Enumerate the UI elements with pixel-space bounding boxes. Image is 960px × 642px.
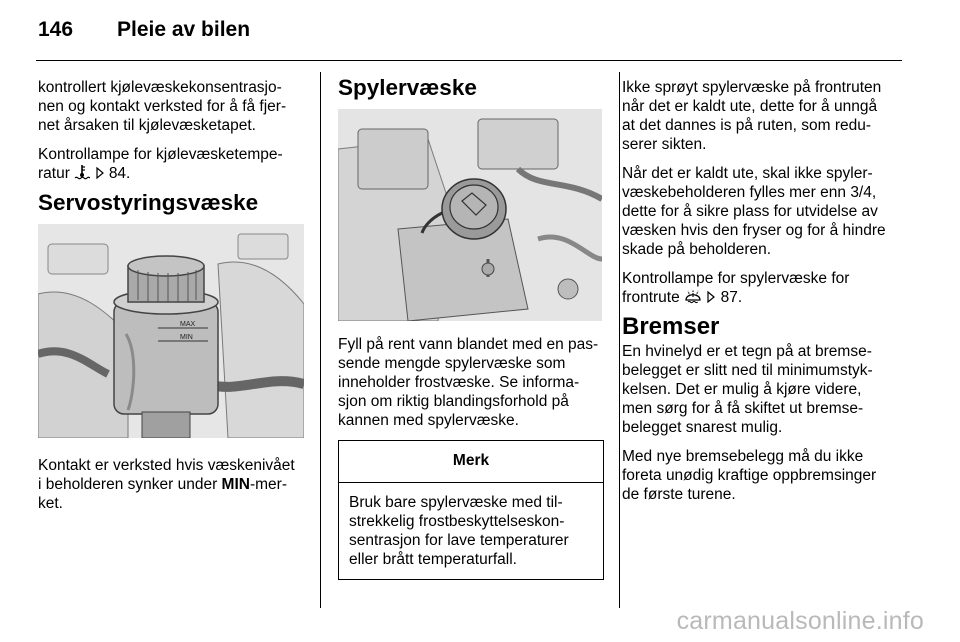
text-line: net årsaken til kjølevæsketapet. — [38, 117, 256, 134]
page-number: 146 — [38, 18, 74, 41]
heading-washer-fluid: Spylervæske — [338, 75, 477, 100]
note-box — [338, 440, 604, 580]
column-1 — [38, 78, 308, 523]
paragraph-coolant-lamp — [38, 145, 308, 183]
text-line: sentrasjon for lave temperaturer — [349, 532, 569, 549]
text-line: eller brått temperaturfall. — [349, 551, 517, 568]
reference-arrow-icon — [95, 166, 105, 180]
column-3 — [622, 78, 912, 514]
text-line: belegget er slitt ned til minimumstyk- — [622, 362, 873, 379]
paragraph-no-spray-cold — [622, 78, 912, 154]
text-line: Ikke sprøyt spylervæske på frontruten — [622, 79, 882, 96]
text-line: Kontakt er verksted hvis væskenivået — [38, 457, 295, 474]
text-line: skade på beholderen. — [622, 241, 772, 258]
text-line — [38, 164, 308, 183]
text-line: dette for å sikre plass for utvidelse av — [622, 203, 878, 220]
paragraph-power-steering — [38, 456, 308, 513]
text-line — [38, 475, 308, 494]
watermark: carmanualsonline.info — [676, 607, 924, 635]
paragraph-brake-squeal — [622, 342, 912, 437]
paragraph-new-brake-pads — [622, 447, 912, 504]
washer-fluid-icon — [684, 288, 702, 304]
text-fragment: ratur — [38, 165, 70, 182]
text-line: væsken hvis den fryser og for å hindre — [622, 222, 886, 239]
text-line: Kontrollampe for spylervæske for — [622, 270, 850, 287]
text-line: Fyll på rent vann blandet med en pas- — [338, 336, 599, 353]
text-line: Når det er kaldt ute, skal ikke spyler- — [622, 165, 873, 182]
text-line: væskebeholderen fylles mer enn 3/4, — [622, 184, 877, 201]
note-title: Merk — [339, 441, 603, 483]
min-label: MIN — [221, 476, 250, 493]
text-line: sende mengde spylervæske som — [338, 355, 566, 372]
washer-fluid-reservoir-illustration — [338, 109, 602, 321]
text-line: Bruk bare spylervæske med til- — [349, 494, 563, 511]
page-reference: 87. — [720, 289, 743, 306]
text-line: kannen med spylervæske. — [338, 412, 519, 429]
column-2 — [338, 75, 604, 580]
text-fragment: i beholderen synker under — [38, 476, 222, 493]
page-reference: 84. — [108, 165, 131, 182]
max-mark-label: MAX — [180, 321, 196, 328]
text-line: strekkelig frostbeskyttelseskon- — [349, 513, 565, 530]
paragraph-fill-limit — [622, 164, 912, 259]
text-fragment: -mer- — [249, 476, 287, 493]
paragraph-coolant-check — [38, 78, 308, 135]
text-line: at det dannes is på ruten, som redu- — [622, 117, 872, 134]
header-rule — [36, 60, 902, 61]
text-line: nen og kontakt verksted for å få fjer- — [38, 98, 287, 115]
heading-power-steering-fluid: Servostyringsvæske — [38, 190, 259, 215]
text-line: når det er kaldt ute, dette for å unngå — [622, 98, 878, 115]
power-steering-reservoir-illustration — [38, 224, 304, 438]
heading-brakes: Bremser — [622, 313, 720, 340]
text-line: belegget snarest mulig. — [622, 419, 783, 436]
text-line: serer sikten. — [622, 136, 707, 153]
text-line: men sørg for å få skiftet ut bremse- — [622, 400, 864, 417]
text-fragment: frontrute — [622, 289, 680, 306]
text-line — [622, 288, 912, 307]
paragraph-washer-lamp — [622, 269, 912, 307]
text-line: ket. — [38, 495, 63, 512]
text-line: foreta unødig kraftige oppbremsinger — [622, 467, 877, 484]
reference-arrow-icon — [706, 290, 716, 304]
text-line: sjon om riktig blandingsforhold på — [338, 393, 569, 410]
text-line: Kontrollampe for kjølevæsketempe- — [38, 146, 283, 163]
note-body — [339, 483, 603, 579]
page-title: Pleie av bilen — [117, 18, 251, 41]
text-line: kelsen. Det er mulig å kjøre videre, — [622, 381, 862, 398]
min-mark-label: MIN — [180, 334, 193, 341]
text-line: Med nye bremsebelegg må du ikke — [622, 448, 864, 465]
paragraph-washer-fill — [338, 335, 604, 430]
column-divider-1 — [320, 72, 321, 608]
text-line: kontrollert kjølevæskekonsentrasjo- — [38, 79, 282, 96]
text-line: En hvinelyd er et tegn på at bremse- — [622, 343, 872, 360]
text-line: inneholder frostvæske. Se informa- — [338, 374, 580, 391]
text-line: de første turene. — [622, 486, 736, 503]
coolant-temperature-icon — [74, 164, 90, 180]
column-divider-2 — [619, 72, 620, 608]
